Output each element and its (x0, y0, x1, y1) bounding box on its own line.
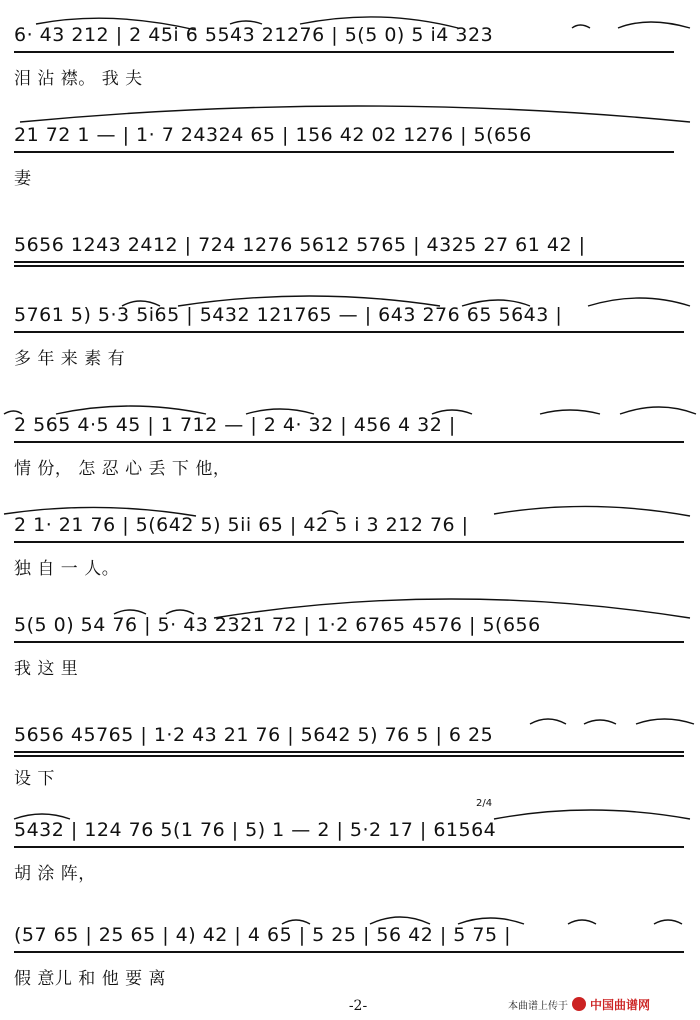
notes-line: 21 72 1 — | 1· 7 24324 65 | 156 42 02 1276 | 5(656 (14, 124, 532, 146)
beat-underline (14, 846, 684, 848)
beat-underline (14, 331, 684, 333)
score-system-9 (0, 815, 700, 915)
beat-underline-double (14, 265, 684, 267)
lyrics-line: 独 自 一 人。 (14, 559, 120, 579)
lyrics-line: 泪 沾 襟。 我 夫 (14, 69, 143, 89)
notes-line: 2 1· 21 76 | 5(642 5) 5ii 65 | 42 5 i 3 212 76 | (14, 514, 469, 536)
score-system-1 (0, 20, 700, 120)
score-system-5 (0, 410, 700, 510)
beat-underline (14, 951, 684, 953)
score-system-6 (0, 510, 700, 610)
beat-underline (14, 751, 684, 753)
notes-line: (57 65 | 25 65 | 4) 42 | 4 65 | 5 25 | 56 42 | 5 75 | (14, 924, 512, 946)
site-logo-icon (572, 997, 586, 1011)
beat-underline (14, 641, 684, 643)
score-system-2 (0, 120, 700, 220)
notes-line: 6· 43 212 | 2 45i 6 5543 21276 | 5(5 0) 5 i4 323 (14, 24, 494, 46)
lyrics-line: 情 份， 怎 忍 心 丢 下 他， (14, 459, 231, 479)
lyrics-line: 我 这 里 (14, 659, 79, 679)
lyrics-line: 胡 涂 阵， (14, 864, 96, 884)
upload-text: 本曲谱上传于 (508, 1000, 568, 1012)
lyrics-line: 假 意儿 和 他 要 离 (14, 969, 167, 989)
beat-underline (14, 261, 684, 263)
notes-line: 5432 | 124 76 5(1 76 | 5) 1 — 2 | 5·2 17 | 61564 (14, 819, 497, 841)
beat-underline (14, 541, 684, 543)
notes-line: 5(5 0) 54 76 | 5· 43 2321 72 | 1·2 6765 4576 | 5(656 (14, 614, 541, 636)
beat-underline (14, 441, 684, 443)
notes-line: 5656 1243 2412 | 724 1276 5612 5765 | 4325 27 61 42 | (14, 234, 586, 256)
site-name: 中国曲谱网 (590, 997, 651, 1012)
score-system-4 (0, 300, 700, 400)
lyrics-line (14, 274, 698, 300)
lyrics-line: 多 年 来 素 有 (14, 349, 126, 369)
score-system-7 (0, 610, 700, 710)
lyrics-line: 设 下 (14, 769, 55, 789)
notes-line: 5656 45765 | 1·2 43 21 76 | 5642 5) 76 5 | 6 25 (14, 724, 494, 746)
beat-underline (14, 51, 674, 53)
notes-line: 5761 5) 5·3 5i65 | 5432 121765 — | 643 276 65 5643 | (14, 304, 563, 326)
score-system-8 (0, 720, 700, 820)
beat-underline (14, 151, 674, 153)
site-watermark (508, 994, 698, 1014)
page-number: -2- (348, 998, 368, 1014)
lyrics-line: 妻 (14, 169, 32, 189)
beat-underline-double (14, 755, 684, 757)
notes-line: 2 565 4·5 45 | 1 712 — | 2 4· 32 | 456 4 32 | (14, 414, 456, 436)
time-signature: 2/4 (476, 798, 493, 809)
